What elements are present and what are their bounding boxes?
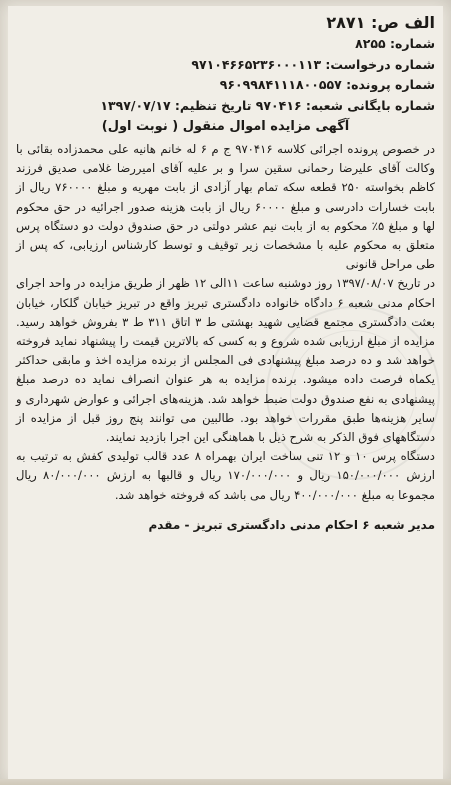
case-number-line: شماره پرونده: ۹۶۰۹۹۸۴۱۱۱۸۰۰۵۵۷: [219, 77, 435, 92]
request-number-line: شماره درخواست: ۹۷۱۰۴۶۶۵۲۳۶۰۰۰۱۱۳: [191, 56, 435, 72]
notice-paper: [8, 6, 443, 779]
notice-content: [8, 6, 443, 535]
paragraph-auction-terms: در تاریخ ۱۳۹۷/۰۸/۰۷ روز دوشنبه ساعت ۱۱الی ۱۲ ظهر از طریق مزایده در واحد اجرای احکام مدنی شعبه ۶ دادگاه خانواده دادگستری تبریز واقع در تبریز خیابان گلکار، خیابان بعثت دادگستری مجتمع قضایی شهید بهشتی ط ۳ اتاق ۳۱۱ ط ۳ بفروش خواهد رسید. مزایده از مبلغ ارزیابی شده شروع و به کسی که بالاترین قیمت را پیشنهاد نماید فروخته خواهد شد و ده درصد مبلغ پیشنهادی فی المجلس از برنده مزایده اخذ و مابقی حداکثر یکماه فرصت داده میشود. برنده مزایده به هر عنوان انصراف نماید ده درصد مبلغ پیشنهادی به نفع صندوق دولت ضبط خواهد شد. هزینه‌های اجرائی و عوارض شهرداری و سایر هزینه‌ها طبق مقررات خواهد بود. طالبین می توانند پنج روز قبل از مزایده از دستگاههای فوق الذکر به شرح ذیل با هماهنگی این اجرا بازدید نمایند.: [16, 276, 436, 445]
paragraph-items-description: دستگاه پرس ۱۰ و ۱۲ تنی ساخت ایران بهمراه ۸ عدد قالب تولیدی کفش به ترتیب به ارزش ۱۵۰/۰۰۰/۰۰۰ ریال و ۱۷۰/۰۰۰/۰۰۰ ریال و قالبها به ارزش ۸۰/۰۰۰/۰۰۰ ریال مجموعا به مبلغ ۴۰۰/۰۰۰/۰۰۰ ریال می باشد که فروخته خواهد شد.: [16, 449, 436, 502]
number-line: شماره: ۸۲۵۵: [355, 36, 435, 51]
clipping-bottom-edge: [0, 779, 451, 785]
notice-title: آگهی مزایده اموال منقول ( نوبت اول): [101, 119, 350, 134]
signature-line: مدیر شعبه ۶ احکام مدنی دادگستری تبریز - مقدم: [148, 517, 435, 532]
paragraph-case-details: در خصوص پرونده اجرائی کلاسه ۹۷۰۴۱۶ ج م ۶ له خانم هانیه علی محمدزاده بقائی با وکالت آقای علیرضا رحمانی سقین سرا و بر علیه آقای امیررضا غلامی صدیق فرزند کاظم بخواسته ۲۵۰ قطعه سکه تمام بهار آزادی از بابت مهریه و مبلغ ۷۶۰۰۰۰ ریال از بابت خسارات دادرسی و مبلغ ۶۰۰۰۰ ریال از بابت هزینه صدور اجرائیه در حق محکوم لها و مبلغ ۵٪ محکوم به از بابت نیم عشر دولتی در حق صندوق دولت دو دستگاه پرس متعلق به محکوم علیه با مشخصات زیر توقیف و توسط کارشناس ارزیابی، که پس از طی مراحل قانونی: [16, 142, 436, 272]
page-label: الف ص: ۲۸۷۱: [326, 13, 435, 32]
archive-number-line: شماره بایگانی شعبه: ۹۷۰۴۱۶ تاریخ تنظیم: ۱۳۹۷/۰۷/۱۷: [100, 97, 435, 113]
